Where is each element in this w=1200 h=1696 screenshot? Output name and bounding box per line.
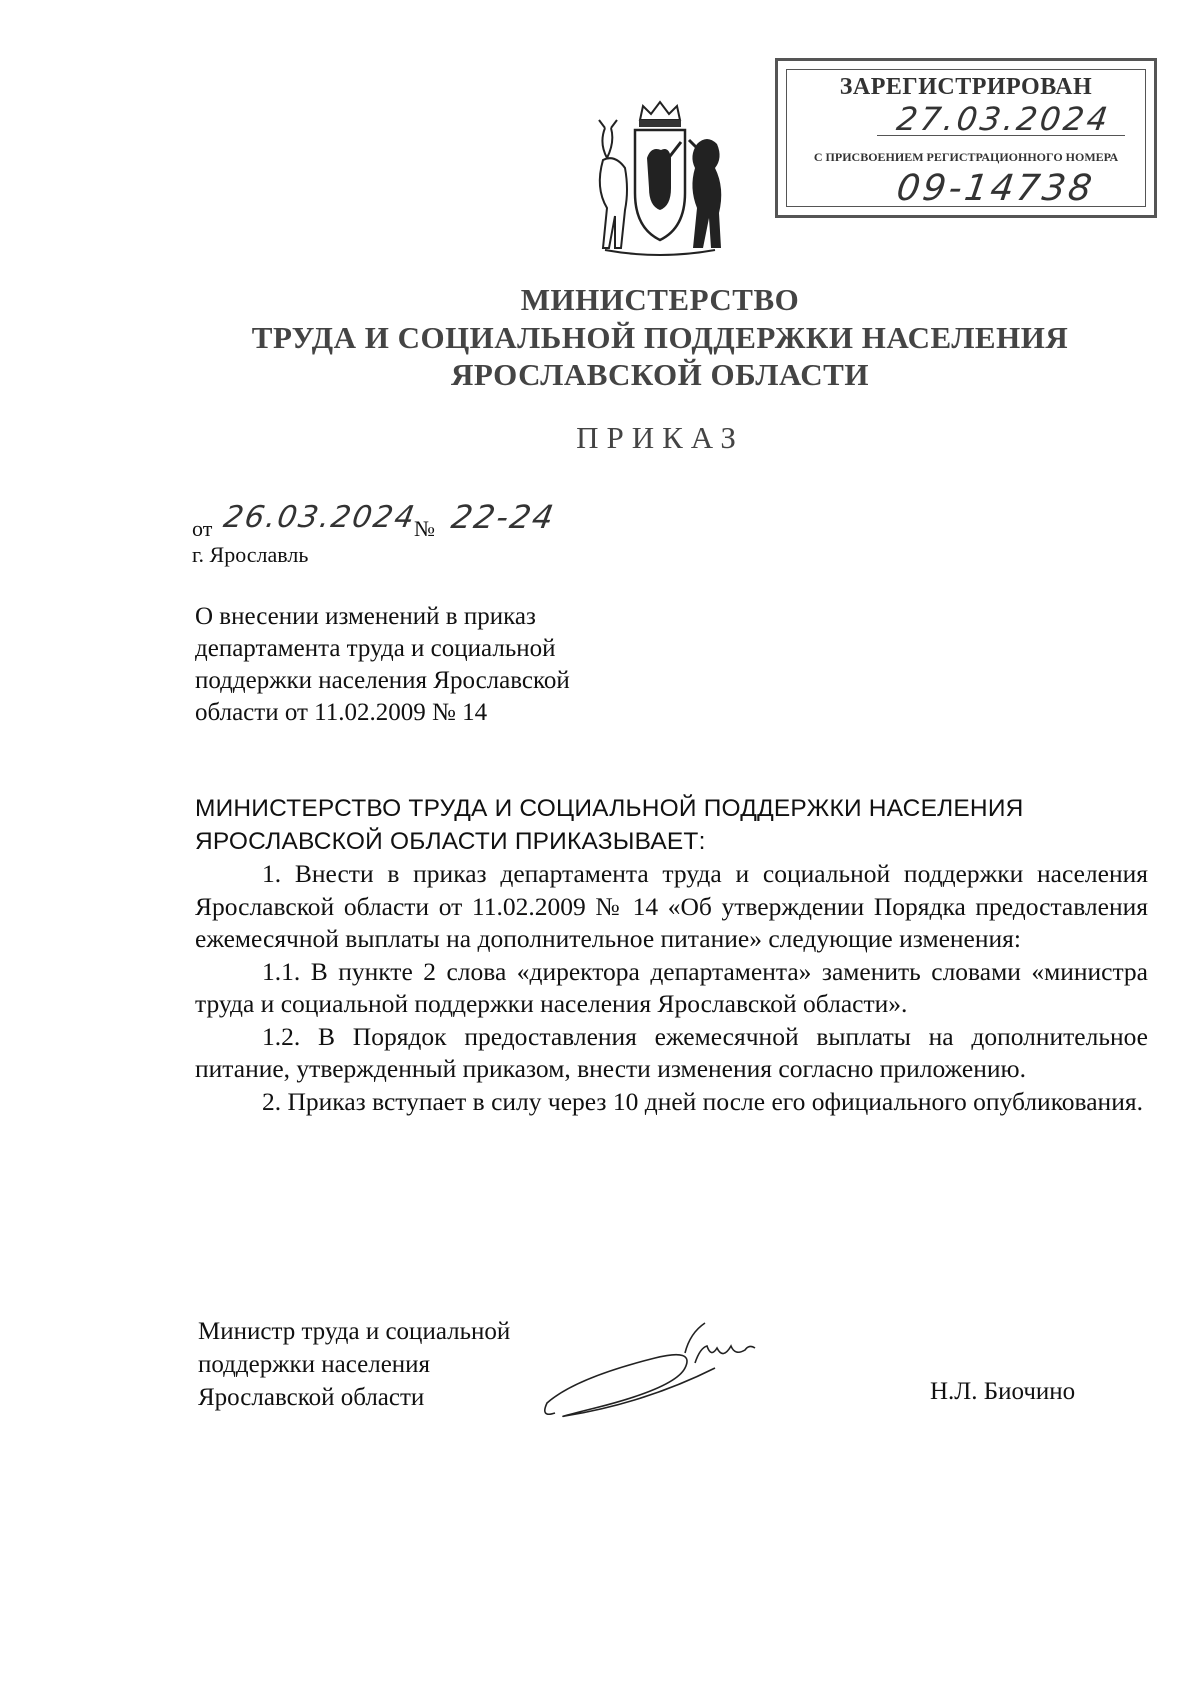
- stamp-title: ЗАРЕГИСТРИРОВАН: [839, 74, 1093, 100]
- stamp-inner-frame: [786, 69, 1146, 207]
- document-type: ПРИКАЗ: [576, 420, 744, 455]
- signatory-title-line: Министр труда и социальной: [198, 1318, 511, 1345]
- order-number: 22-24: [448, 498, 559, 536]
- order-paragraph: 2. Приказ вступает в силу через 10 дней после его официального опубликования.: [262, 1086, 1143, 1116]
- ministry-title-line1: МИНИСТЕРСТВО: [520, 282, 800, 317]
- order-paragraph: 1.2. В Порядок предоставления ежемесячной выплаты на дополнительное питание, утвержденный приказом, внести изменения согласно приложению.: [195, 1021, 1148, 1083]
- order-body: [195, 793, 1148, 1118]
- stamp-divider: [877, 135, 1125, 136]
- subject-line: области от 11.02.2009 № 14: [195, 699, 488, 726]
- order-paragraph: 1. Внести в приказ департамента труда и социальной поддержки населения Ярославской области от 11.02.2009 № 14 «Об утверждении Порядка предоставления ежемесячной выплаты на дополнительное питание» следующие изменения:: [195, 859, 1148, 953]
- signatory-name: Н.Л. Биочино: [930, 1378, 1076, 1405]
- subject-line: О внесении изменений в приказ: [195, 603, 536, 630]
- signatory-title: [198, 1315, 510, 1414]
- signatory-title-line: Ярославской области: [198, 1384, 425, 1411]
- ministry-title-line2: ТРУДА И СОЦИАЛЬНОЙ ПОДДЕРЖКИ НАСЕЛЕНИЯ: [251, 320, 1069, 355]
- signatory-title-line: поддержки населения: [198, 1351, 431, 1378]
- order-paragraph: 1.1. В пункте 2 слова «директора департамента» заменить словами «министра труда и социальной поддержки населения Ярославской области».: [195, 956, 1148, 1018]
- subject-line: поддержки населения Ярославской: [195, 667, 570, 694]
- order-date: 26.03.2024: [220, 500, 419, 535]
- coat-of-arms-icon: [585, 98, 735, 258]
- subject-line: департамента труда и социальной: [195, 635, 556, 662]
- date-prefix: от: [192, 516, 213, 541]
- registration-stamp: [775, 58, 1157, 218]
- handwritten-signature: [535, 1318, 775, 1428]
- stamp-caption: С ПРИСВОЕНИЕМ РЕГИСТРАЦИОННОГО НОМЕРА: [813, 150, 1119, 164]
- stamp-number: 09-14738: [894, 168, 1098, 209]
- number-prefix: №: [414, 516, 435, 541]
- ministry-title-line3: ЯРОСЛАВСКОЙ ОБЛАСТИ: [451, 357, 869, 392]
- order-subject: [195, 601, 645, 729]
- order-city: г. Ярославль: [192, 542, 309, 567]
- stamp-date: 27.03.2024: [894, 100, 1113, 138]
- order-intro: МИНИСТЕРСТВО ТРУДА И СОЦИАЛЬНОЙ ПОДДЕРЖКИ НАСЕЛЕНИЯ ЯРОСЛАВСКОЙ ОБЛАСТИ ПРИКАЗЫВАЕТ:: [195, 795, 1024, 855]
